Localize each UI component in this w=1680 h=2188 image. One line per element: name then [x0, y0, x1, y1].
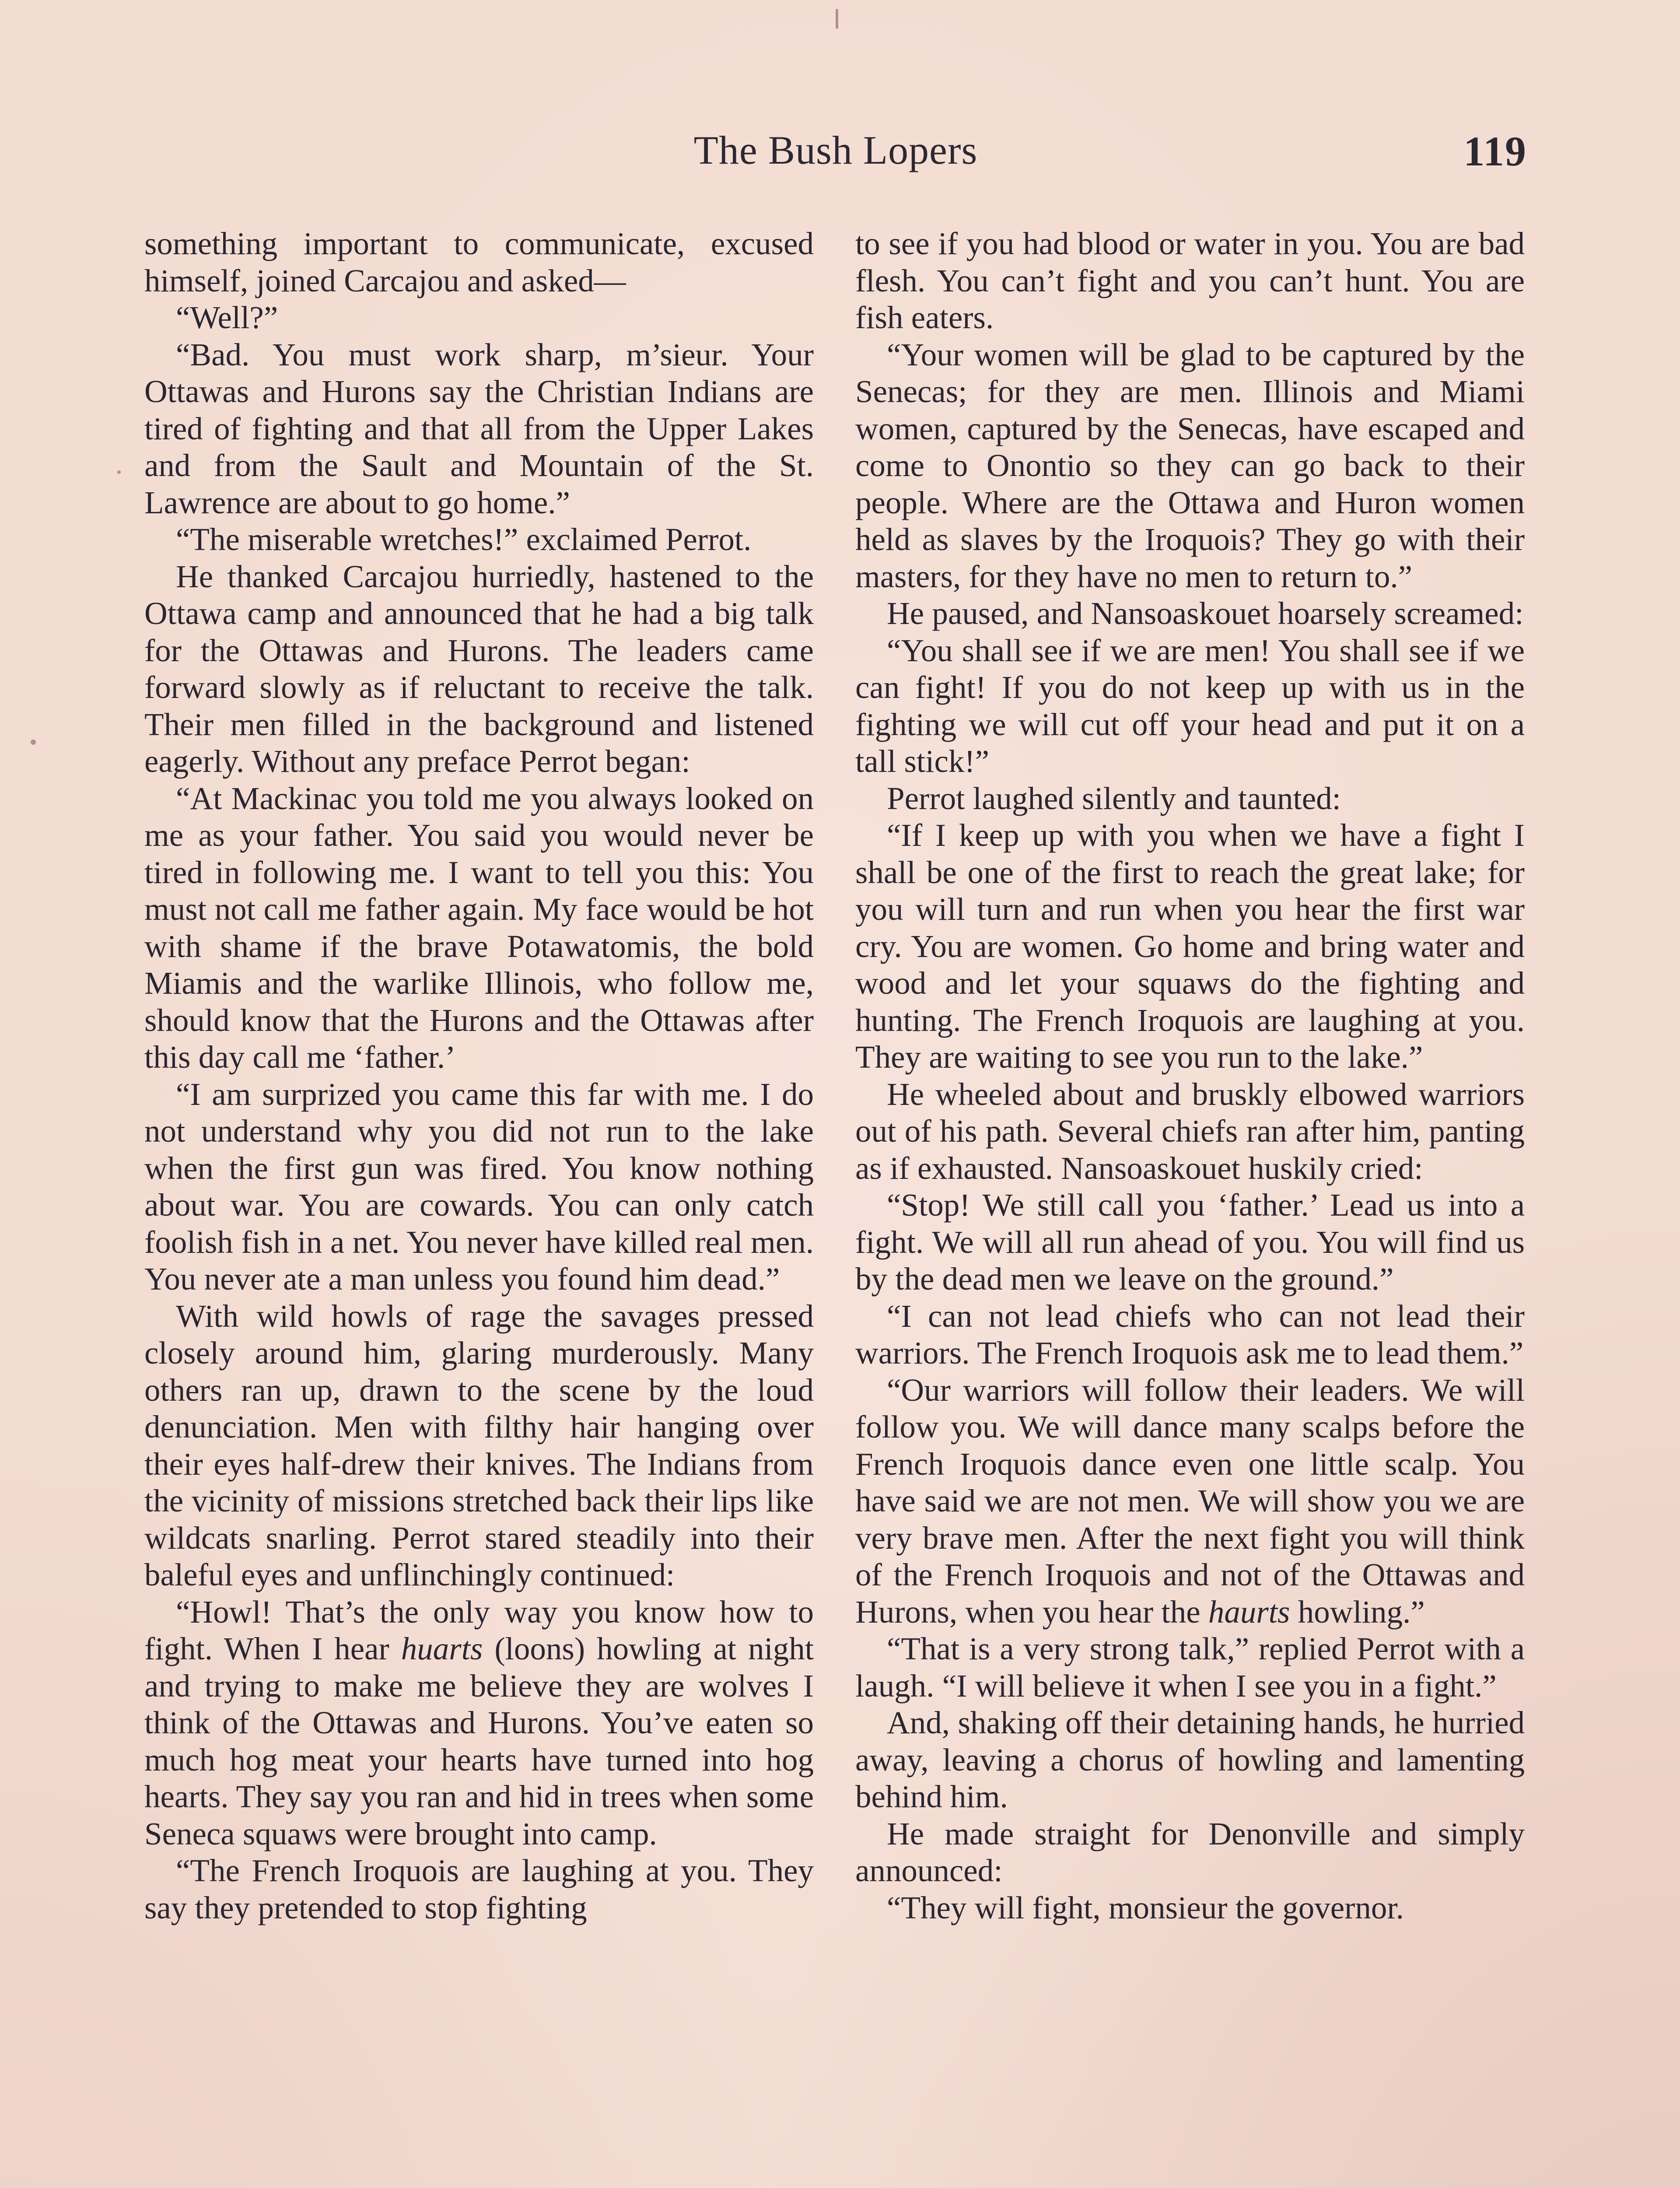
paragraph: “Stop! We still call you ‘father.’ Lead us into a fight. We will all run ahead of you. You will find us by the dead men we leave on the ground.”	[855, 1187, 1525, 1297]
paper-speck	[31, 740, 36, 745]
paragraph: “They will fight, monsieur the governor.	[887, 1890, 1404, 1925]
paragraph: to see if you had blood or water in you. You are bad flesh. You can’t fight and you can’t hunt. You are fish eaters.	[855, 226, 1525, 335]
paragraph	[855, 1372, 1525, 1631]
paper-speck	[117, 470, 121, 474]
text-run: howling.”	[1290, 1594, 1425, 1630]
paragraph: “Well?”	[176, 300, 278, 335]
text-run: “Howl! That’s the only way you know how to fight. When I hear	[144, 1594, 814, 1666]
paragraph: Perrot laughed silently and taunted:	[887, 780, 1341, 816]
italic-word: haurts	[1208, 1594, 1290, 1630]
text-run: “Our warriors will follow their leaders. We will follow you. We will dance many scalps before the French Iroquois dance even one little scalp. You have said we are not men. We will show you we are very brave men. After the next fight you will think of the French Iroquois and not of the Ottawas and Hurons, when you hear the	[855, 1372, 1525, 1630]
paragraph: He paused, and Nansoaskouet hoarsely screamed:	[887, 596, 1524, 631]
right-column	[855, 225, 1525, 1926]
paragraph: “If I keep up with you when we have a fight I shall be one of the first to reach the great lake; for you will turn and run when you hear the first war cry. You are women. Go home and bring water and wood and let your squaws do the fighting and hunting. The French Iroquois are laughing at you. They are waiting to see you run to the lake.”	[855, 817, 1525, 1075]
paragraph: “You shall see if we are men! You shall see if we can fight! If you do not keep up with us in the fighting we will cut off your head and put it on a tall stick!”	[855, 632, 1525, 779]
paragraph: something important to communicate, excused himself, joined Carcajou and asked—	[144, 226, 814, 298]
paragraph: “That is a very strong talk,” replied Perrot with a laugh. “I will believe it when I see you in a fight.”	[855, 1631, 1525, 1704]
paragraph: “At Mackinac you told me you always looked on me as your father. You said you would never be tired in following me. I want to tell you this: You must not call me father again. My face would be hot with shame if the brave Potawatomis, the bold Miamis and the warlike Illinois, who follow me, should know that the Hurons and the Ottawas after this day call me ‘father.’	[144, 780, 814, 1075]
text-run: (loons) howling at night and trying to make me believe they are wolves I think of the Ottawas and Hurons. You’ve eaten so much hog meat your hearts have turned into hog hearts. They say you ran and hid in trees when some Seneca squaws were brought into camp.	[144, 1631, 814, 1851]
left-column	[144, 225, 814, 1926]
paragraph: With wild howls of rage the savages pressed closely around him, glaring murderously. Many others ran up, drawn to the scene by the loud denunciation. Men with filthy hair hanging over their eyes half-drew their knives. The Indians from the vicinity of missions stretched back their lips like wildcats snarling. Perrot stared steadily into their baleful eyes and unflinchingly continued:	[144, 1298, 814, 1592]
paragraph: And, shaking off their detaining hands, he hurried away, leaving a chorus of howling and lamenting behind him.	[855, 1705, 1525, 1814]
paragraph	[144, 1594, 814, 1853]
paragraph: “I can not lead chiefs who can not lead their warriors. The French Iroquois ask me to lead them.”	[855, 1298, 1525, 1371]
paragraph: “Bad. You must work sharp, m’sieur. Your Ottawas and Hurons say the Christian Indians are tired of fighting and that all from the Upper Lakes and from the Sault and Mountain of the St. Lawrence are about to go home.”	[144, 337, 814, 520]
paragraph: “The French Iroquois are laughing at you. They say they pretended to stop fighting	[144, 1853, 814, 1925]
paper-speck	[836, 9, 838, 29]
italic-word: huarts	[401, 1631, 483, 1666]
page-number: 119	[1463, 128, 1527, 175]
paragraph: “I am surprized you came this far with me. I do not understand why you did not run to the lake when the first gun was fired. You know nothing about war. You are cowards. You can only catch foolish fish in a net. You never have killed real men. You never ate a man unless you found him dead.”	[144, 1076, 814, 1297]
paragraph: He wheeled about and bruskly elbowed warriors out of his path. Several chiefs ran after him, panting as if exhausted. Nansoaskouet huskily cried:	[855, 1076, 1525, 1186]
running-title: The Bush Lopers	[693, 128, 978, 172]
page-header	[144, 127, 1527, 188]
paragraph: “The miserable wretches!” exclaimed Perrot.	[176, 522, 752, 557]
paragraph: “Your women will be glad to be captured by the Senecas; for they are men. Illinois and Miami women, captured by the Senecas, have escaped and come to Onontio so they can go back to their people. Where are the Ottawa and Huron women held as slaves by the Iroquois? They go with their masters, for they have no men to return to.”	[855, 337, 1525, 594]
paragraph: He made straight for Denonville and simply announced:	[855, 1816, 1525, 1888]
paragraph: He thanked Carcajou hurriedly, hastened to the Ottawa camp and announced that he had a big talk for the Ottawas and Hurons. The leaders came forward slowly as if reluctant to receive the talk. Their men filled in the background and listened eagerly. Without any preface Perrot began:	[144, 558, 814, 779]
